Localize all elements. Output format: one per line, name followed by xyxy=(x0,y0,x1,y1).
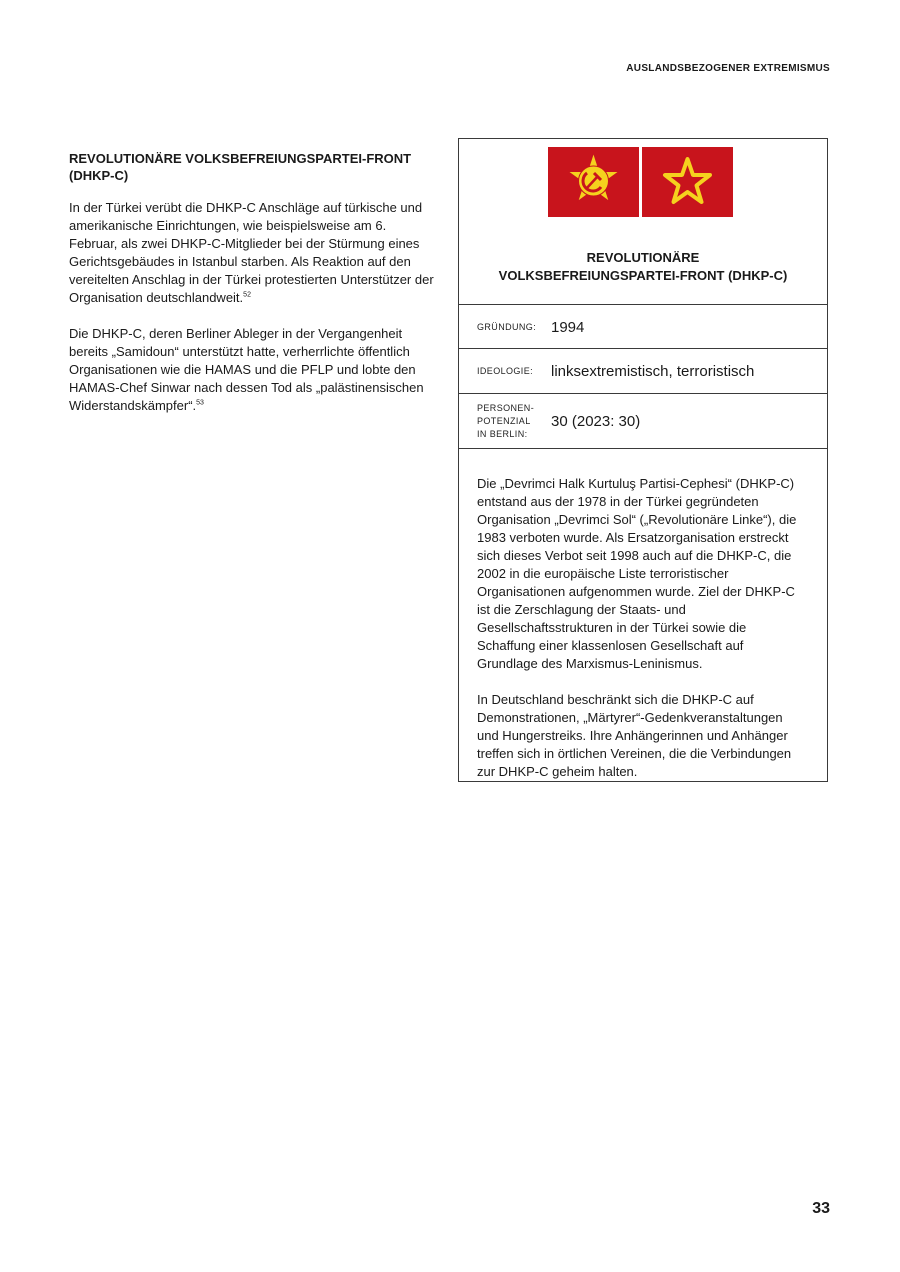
card-paragraph-2: In Deutschland beschränkt sich die DHKP-C auf Demonstrationen, „Märtyrer“-Gedenkveranstaltungen und Hungerstreiks. Ihre Anhängerinnen und Anhänger treffen sich in örtlichen Vereinen, die die Verbindungen zur DHKP-C geheim halten. xyxy=(477,692,792,779)
card-paragraph-1: Die „Devrimci Halk Kurtuluş Partisi-Cephesi“ (DHKP-C) entstand aus der 1978 in der Türkei gegründeten Organisation „Devrimci Sol“ („Revolutionäre Linke“), die 1983 verboten wurde. Als Ersatzorganisation erstreckt sich dieses Verbot seit 1998 auch auf die DHKP-C, die 2002 in die europäische Liste terroristischer Organisationen aufgenommen wurde. Ziel der DHKP-C ist die Zerschlagung der Staats- und Gesellschaftsstrukturen in der Türkei sowie die Schaffung einer klassenlosen Gesellschaft auf Grundlage des Marxismus-Leninismus. xyxy=(477,476,797,671)
row-value: 30 (2023: 30) xyxy=(551,413,641,430)
paragraph-2: Die DHKP-C, deren Berliner Ableger in der Vergangenheit bereits „Samidoun“ unterstützt hatte, verherrlichte öffentlich Organisationen wie die HAMAS und die PFLP und lobte den HAMAS-Chef Sinwar nach dessen Tod als „palästinensischen Widerstandskämpfer“.$^{53}$ xyxy=(69,326,424,413)
row-label: GRÜNDUNG: xyxy=(477,321,537,332)
organization-info-card xyxy=(458,138,828,782)
row-ideology xyxy=(459,348,827,394)
page-number: 33 xyxy=(812,1200,830,1217)
row-value: 1994 xyxy=(551,318,585,336)
flags xyxy=(548,147,733,217)
paragraph-1: In der Türkei verübt die DHKP-C Anschläge auf türkische und amerikanische Einrichtungen, wie beispielsweise am 6. Februar, als zwei DHKP-C-Mitglieder bei der Stürmung eines Gerichtsgebäudes in Istanbul starben. Als Reaktion auf den vereitelten Anschlag in der Türkei protestierten Unterstützer der Organisation deutschlandweit.$^{52}$ xyxy=(69,200,434,305)
footnote-ref: 53 xyxy=(196,399,204,407)
row-label: PERSONEN- POTENZIAL IN BERLIN: xyxy=(477,403,535,439)
card-body xyxy=(477,475,807,799)
row-potential xyxy=(459,393,827,449)
row-value: linksextremistisch, terroristisch xyxy=(551,363,755,380)
star-hammer-sickle-flag-icon xyxy=(548,147,639,217)
section-title: REVOLUTIONÄRE VOLKSBEFREIUNGSPARTEI-FRONT (DHKP-C) xyxy=(69,151,412,183)
running-header: AUSLANDSBEZOGENER EXTREMISMUS xyxy=(626,63,830,74)
card-title: REVOLUTIONÄRE VOLKSBEFREIUNGSPARTEI-FRONT (DHKP-C) xyxy=(498,250,788,283)
row-divider xyxy=(459,448,827,449)
row-founding xyxy=(459,304,827,349)
footnote-ref: 52 xyxy=(243,291,251,299)
left-column xyxy=(69,150,437,433)
row-label: IDEOLOGIE: xyxy=(477,366,534,376)
star-flag-icon xyxy=(642,147,733,217)
